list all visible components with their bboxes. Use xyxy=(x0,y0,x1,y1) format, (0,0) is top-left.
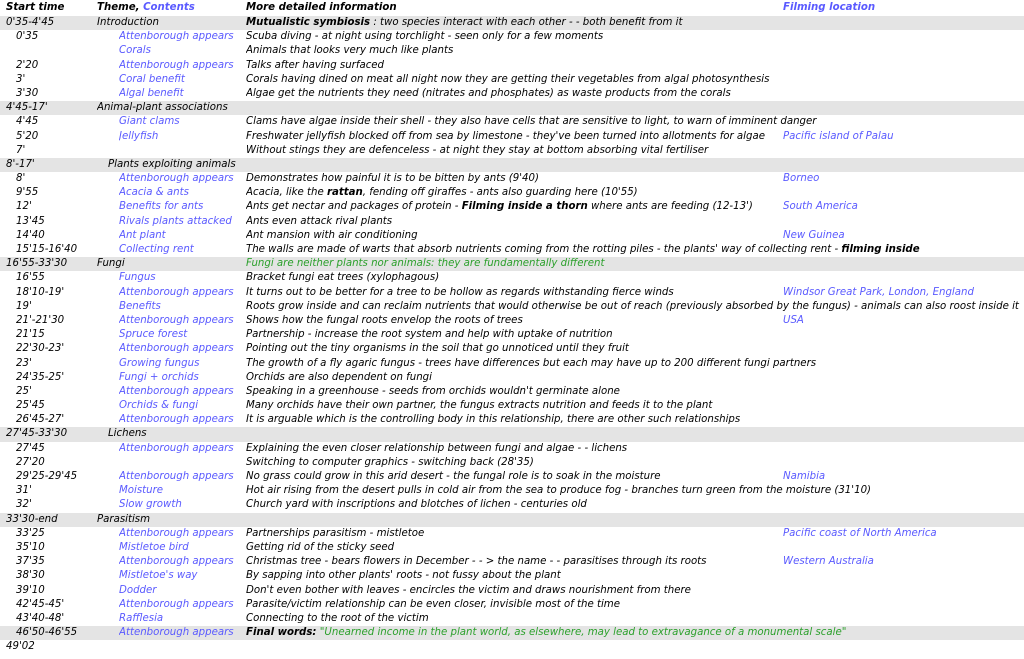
info-segment: It turns out to be better for a tree to be hollow as regards withstanding fierce winds xyxy=(246,286,674,298)
row-theme: Mistletoe bird xyxy=(119,541,189,553)
row-theme: Jellyfish xyxy=(119,130,159,142)
row-info xyxy=(246,59,1024,73)
row-time: 39'10 xyxy=(16,584,45,596)
section-row xyxy=(0,158,1024,172)
row-location: Borneo xyxy=(783,173,820,185)
info-segment: Partnerships parasitism - mistletoe xyxy=(246,527,425,539)
row-time: 43'40-48' xyxy=(16,612,65,624)
row-theme: Introduction xyxy=(97,17,159,28)
row-time: 37'35 xyxy=(16,556,45,568)
row-time: 13'45 xyxy=(16,215,45,227)
table-row xyxy=(0,87,1024,101)
row-location: Namibia xyxy=(783,471,826,482)
info-segment: where ants are feeding (12-13') xyxy=(587,201,753,213)
row-location: USA xyxy=(783,314,804,326)
info-segment: Mutualistic symbiosis xyxy=(246,17,371,28)
row-theme: Attenborough appears xyxy=(119,414,234,426)
row-info xyxy=(246,300,1024,314)
row-time: 18'10-19' xyxy=(16,286,65,298)
info-segment: Partnership - increase the root system and help with uptake of nutrition xyxy=(246,329,613,341)
table-row xyxy=(0,172,1024,186)
row-time: 35'10 xyxy=(16,541,45,553)
table-row xyxy=(0,271,1024,285)
row-time: 3' xyxy=(16,73,26,85)
row-theme: Fungi + orchids xyxy=(119,371,199,383)
row-info xyxy=(246,16,1024,30)
row-info xyxy=(246,257,1024,271)
table-row xyxy=(0,357,1024,371)
info-segment: No grass could grow in this arid desert - the fungal role is to soak in the moisture xyxy=(246,471,661,482)
info-segment: Bracket fungi eat trees (xylophagous) xyxy=(246,272,440,284)
row-time: 23' xyxy=(16,357,32,369)
table-row xyxy=(0,229,1024,243)
row-time: 16'55-33'30 xyxy=(6,258,68,270)
info-segment: Fungi are neither plants nor animals: they are fundamentally different xyxy=(246,258,605,270)
row-theme: Growing fungus xyxy=(119,357,200,369)
row-theme: Benefits for ants xyxy=(119,201,204,213)
row-location: Western Australia xyxy=(783,556,874,568)
row-info xyxy=(246,584,1024,598)
table-row xyxy=(0,442,1024,456)
table-row xyxy=(0,44,1024,58)
info-segment: Getting rid of the sticky seed xyxy=(246,541,395,553)
row-time: 27'45-33'30 xyxy=(6,428,68,440)
row-location: Windsor Great Park, London, England xyxy=(783,286,974,298)
row-info xyxy=(246,73,1024,87)
row-theme: Moisture xyxy=(119,485,164,497)
row-info xyxy=(246,413,1024,427)
info-segment: filming inside xyxy=(841,244,920,255)
info-segment: Parasite/victim relationship can be even closer, invisible most of the time xyxy=(246,598,620,610)
table-row xyxy=(0,385,1024,399)
row-theme: Slow growth xyxy=(119,499,182,511)
row-time: 8' xyxy=(16,173,26,185)
table-row xyxy=(0,498,1024,512)
row-theme: Acacia & ants xyxy=(119,187,189,199)
row-theme: Spruce forest xyxy=(119,329,188,341)
info-segment: Without stings they are defenceless - at night they stay at bottom absorbing vital fertiliser xyxy=(246,144,709,156)
table-row xyxy=(0,484,1024,498)
row-time: 21'-21'30 xyxy=(16,314,65,326)
row-time: 33'30-end xyxy=(6,513,58,525)
info-segment: Ants get nectar and packages of protein - xyxy=(246,201,462,213)
info-segment: Freshwater jellyfish blocked off from sea by limestone - they've been turned into allotments for algae xyxy=(246,130,765,142)
row-theme: Fungi xyxy=(97,258,125,270)
table-row xyxy=(0,470,1024,484)
row-theme: Rivals plants attacked xyxy=(119,215,232,227)
row-info xyxy=(246,357,1024,371)
info-segment: Talks after having surfaced xyxy=(246,59,385,71)
table-row xyxy=(0,328,1024,342)
table-row xyxy=(0,30,1024,44)
row-time: 31' xyxy=(16,485,32,497)
section-row xyxy=(0,257,1024,271)
row-theme: Attenborough appears xyxy=(119,59,234,71)
info-segment: Church yard with inscriptions and blotches of lichen - centuries old xyxy=(246,499,587,511)
row-info xyxy=(246,215,1024,229)
row-theme: Animal-plant associations xyxy=(97,102,228,114)
row-time: 49'02 xyxy=(6,641,35,653)
table-row xyxy=(0,612,1024,626)
row-info xyxy=(246,456,1024,470)
row-theme: Collecting rent xyxy=(119,244,194,255)
header-theme xyxy=(97,0,242,16)
table-row xyxy=(0,342,1024,356)
row-theme: Ant plant xyxy=(119,229,166,241)
row-info xyxy=(246,271,1024,285)
row-info xyxy=(246,30,1024,44)
info-segment: Scuba diving - at night using torchlight - seen only for a few moments xyxy=(246,31,604,43)
info-segment: Algae get the nutrients they need (nitrates and phosphates) as waste products from the corals xyxy=(246,87,731,99)
info-segment: rattan xyxy=(327,187,363,199)
row-time: 4'45 xyxy=(16,116,39,128)
row-time: 46'50-46'55 xyxy=(16,627,78,639)
info-segment: Don't even bother with leaves - encircles the victim and draws nourishment from there xyxy=(246,584,691,596)
row-info xyxy=(246,569,1024,583)
row-time: 38'30 xyxy=(16,570,45,582)
info-segment: By sapping into other plants' roots - not fussy about the plant xyxy=(246,570,561,582)
row-theme: Benefits xyxy=(119,300,161,312)
row-time: 21'15 xyxy=(16,329,45,341)
row-theme: Rafflesia xyxy=(119,612,164,624)
info-segment: Ant mansion with air conditioning xyxy=(246,229,418,241)
row-location: South America xyxy=(783,201,858,213)
row-info xyxy=(246,115,1024,129)
row-time: 12' xyxy=(16,201,32,213)
info-segment: Christmas tree - bears flowers in December - - > the name - - parasitises through its roots xyxy=(246,556,707,568)
row-info xyxy=(246,612,1024,626)
section-row xyxy=(0,427,1024,441)
info-segment: Switching to computer graphics - switching back (28'35) xyxy=(246,456,534,468)
table-row xyxy=(0,243,1024,257)
table-row xyxy=(0,73,1024,87)
info-segment: It is arguable which is the controlling body in this relationship, there are other such relationships xyxy=(246,414,741,426)
info-segment: Pointing out the tiny organisms in the soil that go unnoticed until they fruit xyxy=(246,343,629,355)
table-row xyxy=(0,456,1024,470)
header-info: More detailed information xyxy=(246,2,397,13)
row-time: 4'45-17' xyxy=(6,102,48,114)
row-time: 2'20 xyxy=(16,59,39,71)
row-theme: Mistletoe's way xyxy=(119,570,198,582)
row-time: 33'25 xyxy=(16,527,45,539)
row-theme: Dodder xyxy=(119,584,157,596)
info-segment: Speaking in a greenhouse - seeds from orchids wouldn't germinate alone xyxy=(246,385,620,397)
info-segment: Shows how the fungal roots envelop the roots of trees xyxy=(246,314,523,326)
row-theme: Lichens xyxy=(108,428,147,440)
table-row xyxy=(0,144,1024,158)
row-location: Pacific coast of North America xyxy=(783,527,937,539)
row-location: Pacific island of Palau xyxy=(783,130,894,142)
row-info xyxy=(246,399,1024,413)
row-theme: Parasitism xyxy=(97,513,151,525)
row-time: 0'35 xyxy=(16,31,39,43)
row-info xyxy=(246,598,1024,612)
row-theme: Orchids & fungi xyxy=(119,400,199,412)
table-row xyxy=(0,527,1024,541)
row-theme: Attenborough appears xyxy=(119,173,234,185)
row-time: 0'35-4'45 xyxy=(6,17,55,28)
info-segment: : two species interact with each other - - both benefit from it xyxy=(370,17,683,28)
info-segment: Corals having dined on meat all night now they are getting their vegetables from algal photosynthesis xyxy=(246,73,770,85)
row-info xyxy=(246,144,1024,158)
row-time: 16'55 xyxy=(16,272,45,284)
info-segment: The walls are made of warts that absorb nutrients coming from the rotting piles - the plants' way of collecting rent - xyxy=(246,244,842,255)
row-theme: Attenborough appears xyxy=(119,343,234,355)
info-segment: Orchids are also dependent on fungi xyxy=(246,371,432,383)
row-theme: Algal benefit xyxy=(119,87,184,99)
info-segment: Clams have algae inside their shell - they also have cells that are sensitive to light, to warn of imminent danger xyxy=(246,116,817,128)
row-time: 42'45-45' xyxy=(16,598,65,610)
table-row xyxy=(0,584,1024,598)
row-time: 8'-17' xyxy=(6,158,35,170)
info-segment: Final words: xyxy=(246,627,317,639)
row-info xyxy=(246,371,1024,385)
row-theme: Attenborough appears xyxy=(119,598,234,610)
info-segment: Demonstrates how painful it is to be bitten by ants (9'40) xyxy=(246,173,539,185)
section-row xyxy=(0,513,1024,527)
info-segment: Connecting to the root of the victim xyxy=(246,612,429,624)
table-row xyxy=(0,541,1024,555)
section-row xyxy=(0,16,1024,30)
info-segment: Explaining the even closer relationship between fungi and algae - - lichens xyxy=(246,442,628,454)
row-theme: Attenborough appears xyxy=(119,627,234,639)
row-time: 32' xyxy=(16,499,32,511)
row-theme: Attenborough appears xyxy=(119,442,234,454)
row-theme: Attenborough appears xyxy=(119,556,234,568)
table-row xyxy=(0,555,1024,569)
info-segment: Roots grow inside and can reclaim nutrients that would otherwise be out of reach (previously absorbed by the fungus) - animals can also roost inside it xyxy=(246,300,1019,312)
row-theme: Giant clams xyxy=(119,116,180,128)
row-time: 25'45 xyxy=(16,400,45,412)
row-time: 25' xyxy=(16,385,32,397)
row-time: 26'45-27' xyxy=(16,414,65,426)
header-location: Filming location xyxy=(783,2,876,13)
row-theme: Fungus xyxy=(119,272,156,284)
table-row xyxy=(0,598,1024,612)
table-row xyxy=(0,115,1024,129)
row-info xyxy=(246,243,1024,257)
table-row xyxy=(0,200,1024,214)
row-time: 22'30-23' xyxy=(16,343,65,355)
table-row xyxy=(0,186,1024,200)
row-theme: Attenborough appears xyxy=(119,471,234,482)
table-row xyxy=(0,569,1024,583)
row-location: New Guinea xyxy=(783,229,845,241)
table-row xyxy=(0,640,1024,654)
header-contents-label: Contents xyxy=(143,2,195,13)
row-theme: Plants exploiting animals xyxy=(108,158,236,170)
table-body xyxy=(0,16,1024,654)
row-theme: Attenborough appears xyxy=(119,527,234,539)
info-segment: Animals that looks very much like plants xyxy=(246,45,454,57)
row-time: 15'15-16'40 xyxy=(16,244,78,255)
row-theme: Attenborough appears xyxy=(119,286,234,298)
info-segment: Many orchids have their own partner, the fungus extracts nutrition and feeds it to the plant xyxy=(246,400,713,412)
row-info xyxy=(246,186,1024,200)
section-row xyxy=(0,101,1024,115)
table-header xyxy=(0,0,1024,16)
row-time: 14'40 xyxy=(16,229,45,241)
row-info xyxy=(246,328,1024,342)
row-info xyxy=(246,342,1024,356)
row-info xyxy=(246,498,1024,512)
row-time: 27'20 xyxy=(16,456,45,468)
table-row xyxy=(0,130,1024,144)
info-segment: Ants even attack rival plants xyxy=(246,215,393,227)
table-row xyxy=(0,314,1024,328)
row-time: 9'55 xyxy=(16,187,39,199)
row-time: 24'35-25' xyxy=(16,371,65,383)
table-row xyxy=(0,399,1024,413)
row-info xyxy=(246,385,1024,399)
row-time: 27'45 xyxy=(16,442,45,454)
row-theme: Corals xyxy=(119,45,151,57)
info-segment: The growth of a fly agaric fungus - trees have differences but each may have up to 200 different fungi partners xyxy=(246,357,817,369)
info-segment: Filming inside a thorn xyxy=(461,201,588,213)
table-row xyxy=(0,215,1024,229)
row-theme: Attenborough appears xyxy=(119,385,234,397)
row-theme: Attenborough appears xyxy=(119,314,234,326)
table-row xyxy=(0,286,1024,300)
table-row xyxy=(0,626,1024,640)
row-info xyxy=(246,87,1024,101)
info-segment: Hot air rising from the desert pulls in cold air from the sea to produce fog - branches turn green from the moisture (31'10) xyxy=(246,485,872,497)
info-segment: Acacia, like the xyxy=(246,187,327,199)
row-info xyxy=(246,442,1024,456)
row-theme: Attenborough appears xyxy=(119,31,234,43)
header-start-time: Start time xyxy=(6,2,65,13)
row-time: 19' xyxy=(16,300,32,312)
row-time: 3'30 xyxy=(16,87,39,99)
table-row xyxy=(0,413,1024,427)
row-time: 5'20 xyxy=(16,130,39,142)
row-theme: Coral benefit xyxy=(119,73,185,85)
row-time: 7' xyxy=(16,144,26,156)
row-time: 29'25-29'45 xyxy=(16,471,78,482)
header-theme-label: Theme, xyxy=(97,2,140,13)
row-info xyxy=(246,44,1024,58)
table-row xyxy=(0,59,1024,73)
row-info xyxy=(246,484,1024,498)
info-segment: "Unearned income in the plant world, as elsewhere, may lead to extravagance of a monumental scale" xyxy=(316,627,847,639)
table-row xyxy=(0,371,1024,385)
info-segment: , fending off giraffes - ants also guarding here (10'55) xyxy=(362,187,638,199)
table-row xyxy=(0,300,1024,314)
row-info xyxy=(246,626,1024,640)
row-info xyxy=(246,541,1024,555)
